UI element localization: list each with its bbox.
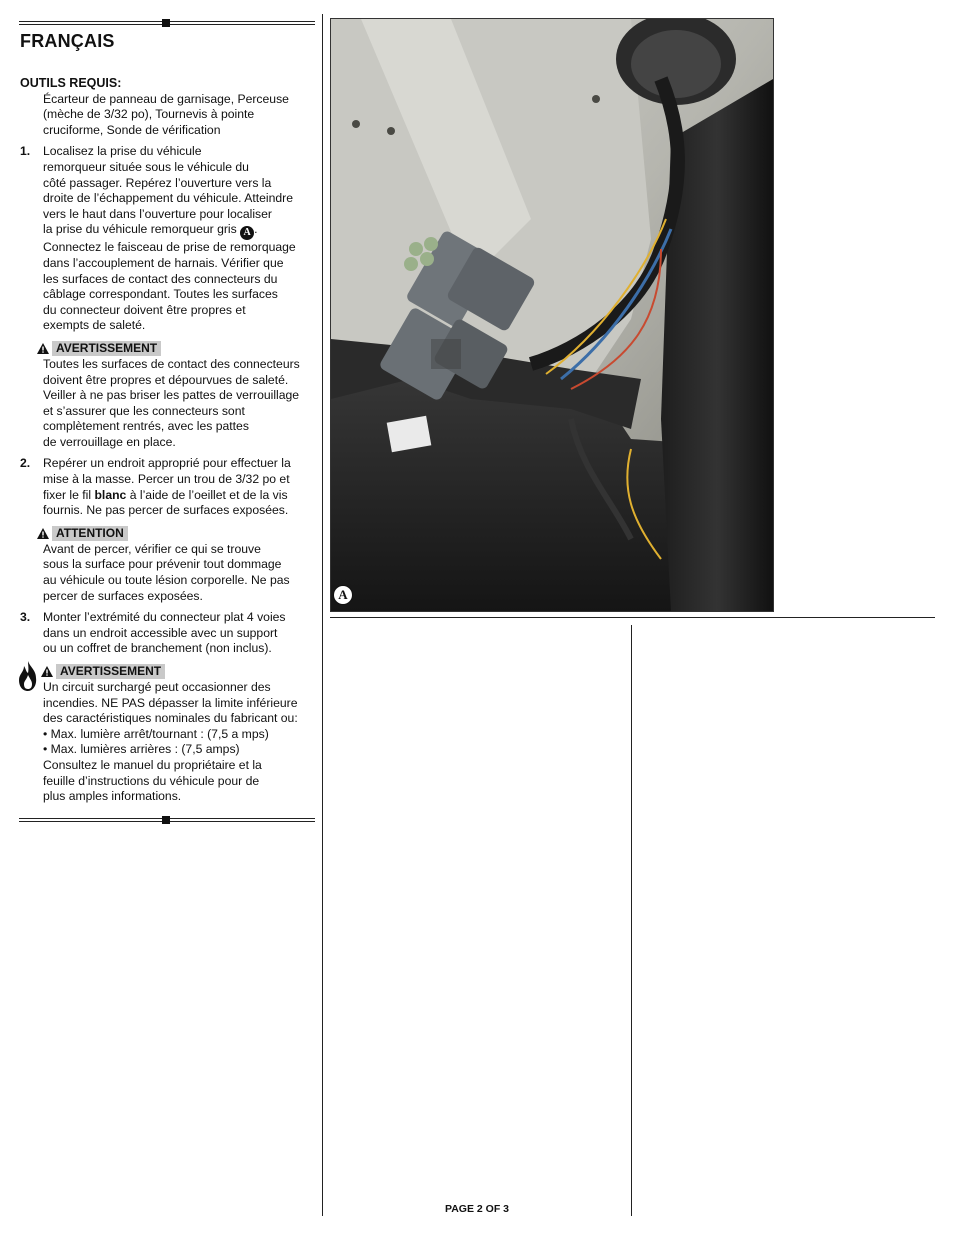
step-number: 2.: [20, 456, 31, 471]
caution-badge: ATTENTION: [52, 526, 128, 541]
figure-a-photo: [330, 18, 774, 612]
warning-triangle-icon: [37, 528, 49, 539]
figure-ref-a-icon: A: [240, 226, 254, 240]
page-title: FRANÇAIS: [20, 31, 115, 51]
column-divider-right: [631, 625, 632, 1216]
tools-list: Écarteur de panneau de garnisage, Perceuse (mèche de 3/32 po), Tournevis à pointe cruciforme, Sonde de vérification: [43, 91, 289, 137]
warning-triangle-icon: [37, 343, 49, 354]
warning-badge: AVERTISSEMENT: [56, 664, 165, 679]
step-number: 3.: [20, 610, 31, 625]
caution-header: [20, 525, 316, 542]
photo-bottom-rule: [330, 617, 935, 618]
column-divider-left: [322, 14, 323, 1216]
step-1: 1. Localisez la prise du véhicule remorqueur située sous le véhicule du côté passager. Repérez l’ouverture vers la droite de l’échappement du véhicule. Atteindre vers le haut dans l’ouverture pour localiser la prise du véhicule remorqueur gris A . Connectez le faisceau de prise de remorquage dans l’accouplement de harnais. Vérifier que les surfaces de contact des connecteurs du câblage correspondant. Toutes les surfaces du connecteur doivent être propres et exempts de saleté.: [20, 144, 296, 333]
warning-triangle-icon: [41, 666, 53, 677]
caution-text: Avant de percer, vérifier ce qui se trouve sous la surface pour prévenir tout dommage au véhicule ou toute lésion corporelle. Ne pas percer de surfaces exposées.: [43, 541, 290, 603]
warning-badge: AVERTISSEMENT: [52, 341, 161, 356]
step-3: 3. Monter l’extrémité du connecteur plat 4 voies dans un endroit accessible avec un support ou un coffret de branchement (non inclus).: [20, 610, 286, 656]
page-number: PAGE 2 OF 3: [445, 1203, 509, 1215]
bottom-rule-marker: [162, 816, 170, 824]
warning-2-header: [20, 663, 316, 680]
top-rule-marker: [162, 19, 170, 27]
step-2: 2. Repérer un endroit approprié pour effectuer la mise à la masse. Percer un trou de 3/32 po et fixer le fil blanc à l’aide de l’oeillet et de la vis fournis. Ne pas percer de surfaces exposées.: [20, 456, 291, 518]
warning-1-text: Toutes les surfaces de contact des connecteurs doivent être propres et dépourvues de saleté. Veiller à ne pas briser les pattes de verrouillage et s’assurer que les connecteurs sont complètement rentrés, avec les pattes de verrouillage en place.: [43, 356, 300, 449]
figure-label-a: A: [333, 585, 353, 605]
vehicle-underside-photo: [331, 19, 773, 611]
tools-heading: OUTILS REQUIS:: [20, 76, 122, 90]
warning-2-text: Un circuit surchargé peut occasionner des incendies. NE PAS dépasser la limite inférieure des caractéristiques nominales du fabricant ou: • Max. lumière arrêt/tournant : (7,5 a mps) • Max. lumières arrières : (7,5 amps) Consultez le manuel du propriétaire et la feuille d’instructions du véhicule pour de plus amples informations.: [43, 680, 298, 804]
instructions-column: [20, 30, 316, 805]
warning-1-header: [20, 340, 316, 357]
fire-hazard-icon: [16, 660, 40, 692]
step-number: 1.: [20, 144, 31, 159]
